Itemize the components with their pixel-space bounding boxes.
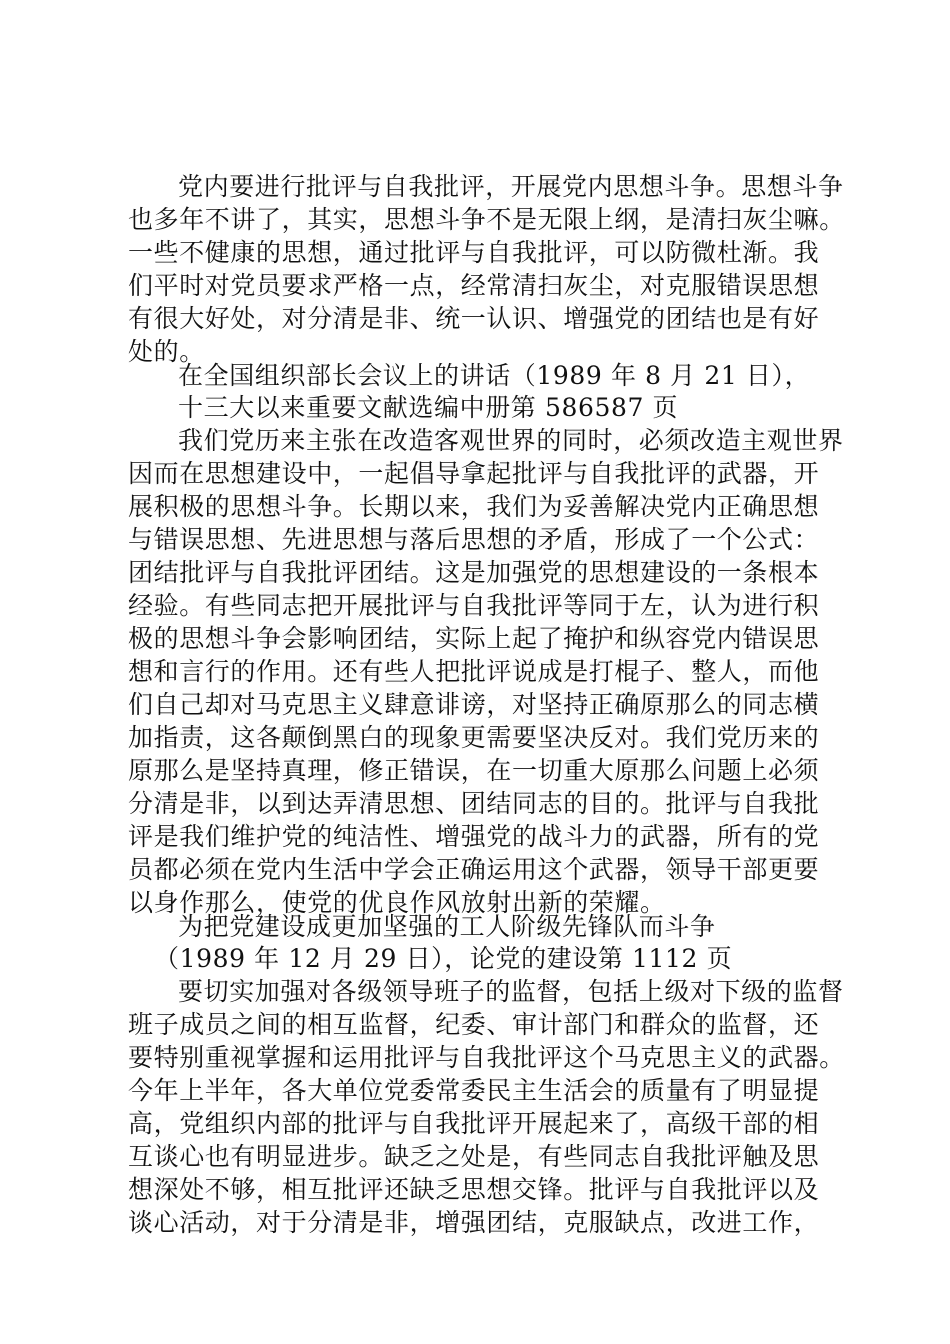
citation-line: 十三大以来重要文献选编中册第 586587 页 xyxy=(178,393,679,422)
text-line: 想和言行的作用。还有些人把批评说成是打棍子、整人，而他 xyxy=(128,657,820,686)
text-line: 们平时对党员要求严格一点，经常清扫灰尘，对克服错误思想 xyxy=(128,271,820,300)
text-line: 因而在思想建设中，一起倡导拿起批评与自我批评的武器，开 xyxy=(128,459,820,488)
text-line: 党内要进行批评与自我批评，开展党内思想斗争。思想斗争 xyxy=(178,172,844,201)
text-line: 们自己却对马克思主义肆意诽谤，对坚持正确原那么的同志横 xyxy=(128,690,820,719)
citation-line: 为把党建设成更加坚强的工人阶级先锋队而斗争 xyxy=(178,912,716,941)
text-line: 以身作那么，使党的优良作风放射出新的荣耀。 xyxy=(128,888,666,917)
text-line: 也多年不讲了，其实，思想斗争不是无限上纲，是清扫灰尘嘛。 xyxy=(128,205,845,234)
text-line: 团结批评与自我批评团结。这是加强党的思想建设的一条根本 xyxy=(128,558,820,587)
text-line: 今年上半年，各大单位党委常委民主生活会的质量有了明显提 xyxy=(128,1076,820,1105)
text-line: 展积极的思想斗争。长期以来，我们为妥善解决党内正确思想 xyxy=(128,492,820,521)
text-line: 想深处不够，相互批评还缺乏思想交锋。批评与自我批评以及 xyxy=(128,1175,820,1204)
text-line: 要切实加强对各级领导班子的监督，包括上级对下级的监督 xyxy=(178,977,844,1006)
text-line: 互谈心也有明显进步。缺乏之处是，有些同志自我批评触及思 xyxy=(128,1142,820,1171)
citation-line: 在全国组织部长会议上的讲话（1989 年 8 月 21 日）， xyxy=(178,361,811,390)
text-line: 一些不健康的思想，通过批评与自我批评，可以防微杜渐。我 xyxy=(128,238,820,267)
text-line: 经验。有些同志把开展批评与自我批评等同于左，认为进行积 xyxy=(128,591,820,620)
text-line: 高，党组织内部的批评与自我批评开展起来了，高级干部的相 xyxy=(128,1109,820,1138)
text-line: 员都必须在党内生活中学会正确运用这个武器，领导干部更要 xyxy=(128,855,820,884)
text-line: 谈心活动，对于分清是非，增强团结，克服缺点，改进工作， xyxy=(128,1208,820,1237)
text-line: 我们党历来主张在改造客观世界的同时，必须改造主观世界 xyxy=(178,426,844,455)
text-line: 有很大好处，对分清是非、统一认识、增强党的团结也是有好 xyxy=(128,304,820,333)
text-line: 评是我们维护党的纯洁性、增强党的战斗力的武器，所有的党 xyxy=(128,822,820,851)
text-line: 极的思想斗争会影响团结，实际上起了掩护和纵容党内错误思 xyxy=(128,624,820,653)
text-line: 加指责，这各颠倒黑白的现象更需要坚决反对。我们党历来的 xyxy=(128,723,820,752)
text-line: 要特别重视掌握和运用批评与自我批评这个马克思主义的武器。 xyxy=(128,1043,845,1072)
text-line: 原那么是坚持真理，修正错误，在一切重大原那么问题上必须 xyxy=(128,756,820,785)
text-line: 与错误思想、先进思想与落后思想的矛盾，形成了一个公式： xyxy=(128,525,820,554)
citation-line: （1989 年 12 月 29 日），论党的建设第 1112 页 xyxy=(154,944,733,973)
text-line: 班子成员之间的相互监督，纪委、审计部门和群众的监督，还 xyxy=(128,1010,820,1039)
text-line: 分清是非，以到达弄清思想、团结同志的目的。批评与自我批 xyxy=(128,789,820,818)
text-line: 处的。 xyxy=(128,337,205,366)
